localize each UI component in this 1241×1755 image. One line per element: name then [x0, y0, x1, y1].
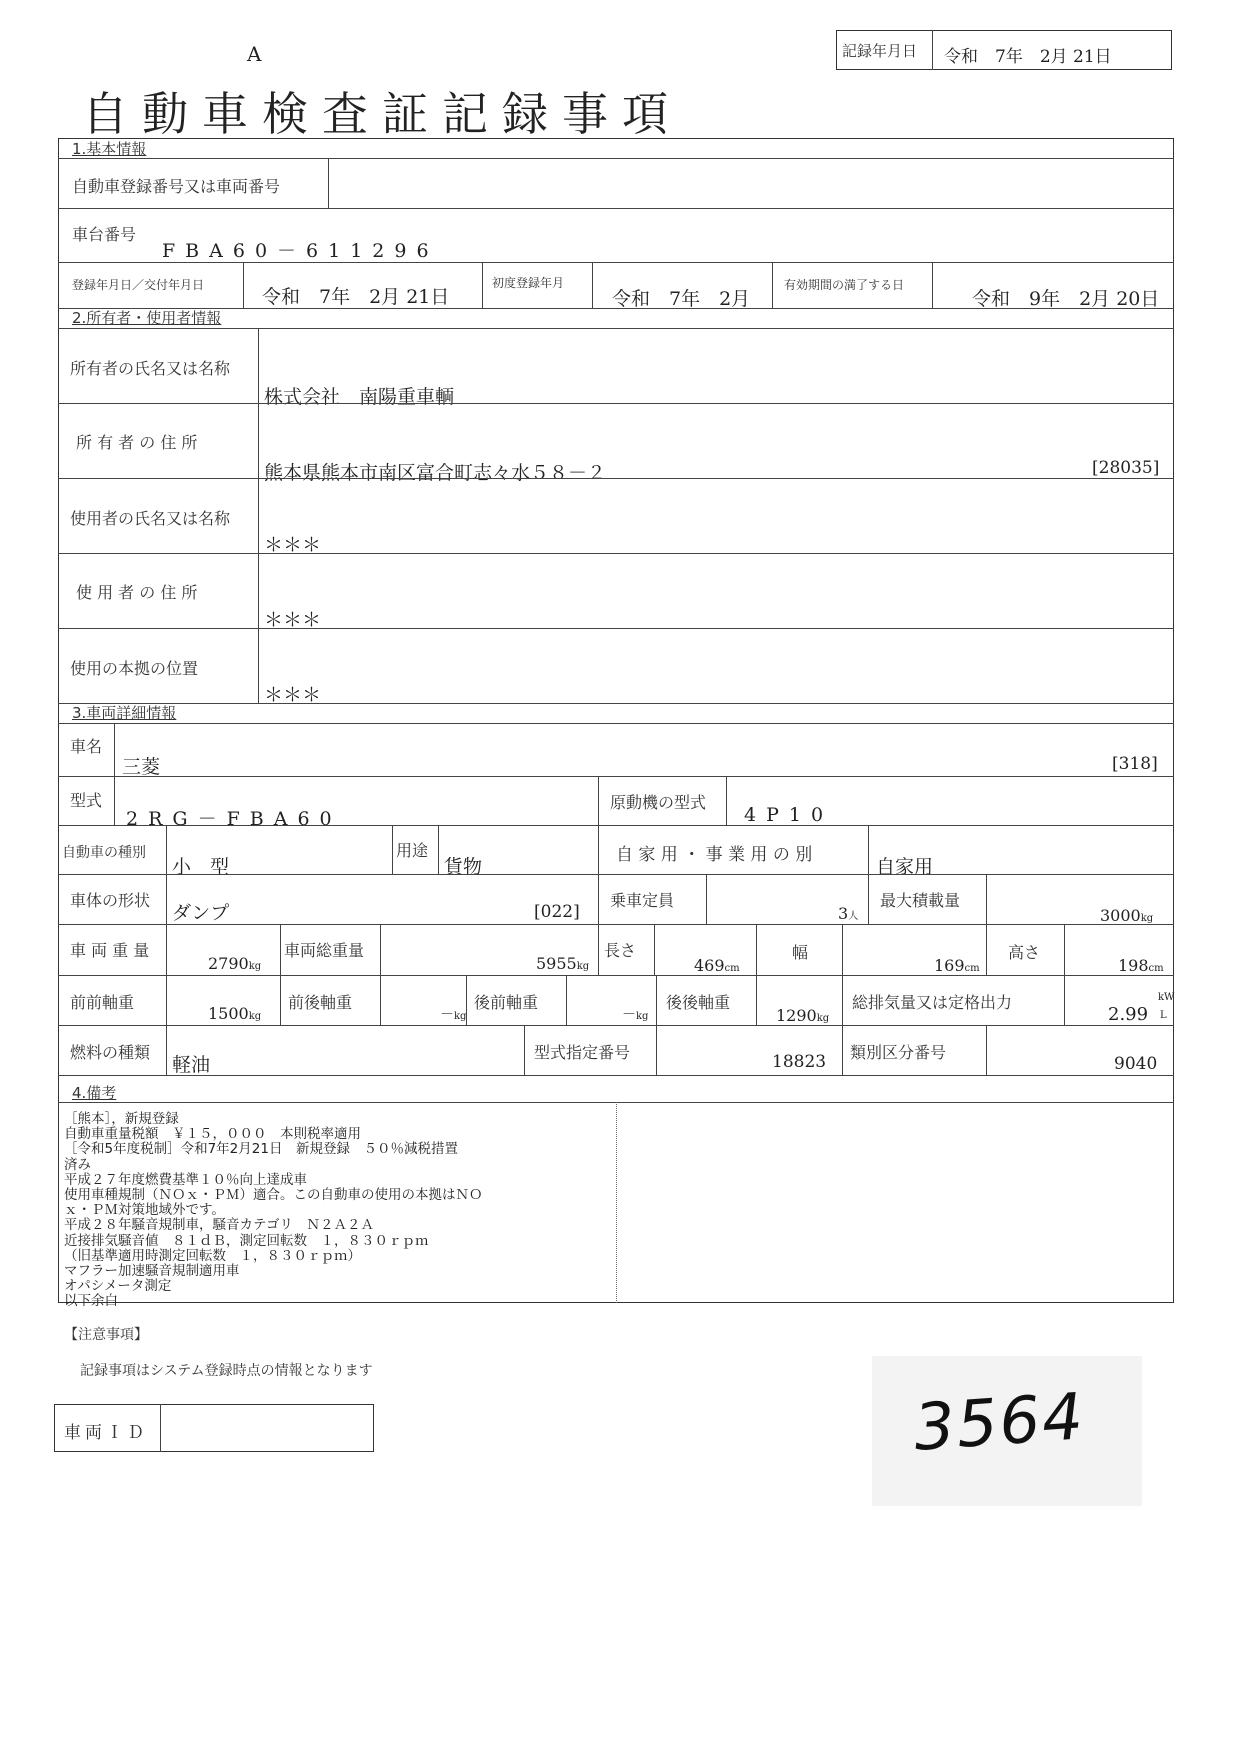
remark-line: 近接排気騒音値 ８１ｄＢ，測定回転数 １，８３０ｒｐｍ — [64, 1232, 429, 1249]
base-location-label: 使用の本拠の位置 — [70, 659, 199, 678]
remark-line: 自動車重量税額 ￥１５，０００ 本則税率適用 — [64, 1126, 361, 1143]
category-value: 9040 — [1114, 1054, 1158, 1074]
category-label: 類別区分番号 — [850, 1043, 947, 1062]
engine-value: 4P10 — [744, 804, 834, 826]
gross-weight-label: 車両総重量 — [284, 941, 365, 960]
vehicle-id-label: 車両ＩＤ — [64, 1423, 148, 1443]
body-code: [022] — [534, 902, 580, 922]
owner-address-value: 熊本県熊本市南区富合町志々水５８－２ — [264, 462, 607, 484]
owner-address-label: 所 有 者 の 住 所 — [76, 433, 198, 452]
remark-line: 済み — [64, 1156, 91, 1173]
remarks-block — [64, 1112, 612, 1310]
max-load-label: 最大積載量 — [880, 891, 961, 910]
kind-label: 自動車の種別 — [62, 845, 146, 861]
expiry-value: 令和 9年 2月 20日 — [972, 288, 1160, 310]
owner-name-label: 所有者の氏名又は名称 — [70, 359, 231, 378]
rr-axle-value: 1290kg — [776, 1006, 830, 1025]
rf-axle-value: －kg — [622, 1007, 649, 1023]
owner-name-value: 株式会社 南陽重車輌 — [264, 386, 455, 408]
remark-line: 平成２８年騒音規制車，騒音カテゴリ Ｎ２Ａ２Ａ — [64, 1217, 374, 1234]
maker-label: 車名 — [70, 737, 103, 756]
reg-date-label: 登録年月日／交付年月日 — [72, 278, 205, 292]
handwritten-number: 3564 — [911, 1380, 1088, 1466]
vehicle-weight-label: 車 両 重 量 — [70, 941, 150, 960]
record-date-value: 令和 7年 2月 21日 — [944, 47, 1112, 67]
width-value: 169cm — [934, 956, 980, 975]
length-value: 469cm — [694, 956, 740, 975]
displacement-value: 2.99 — [1108, 1004, 1149, 1025]
document-title: 自動車検査証記録事項 — [82, 87, 682, 141]
maker-code: [318] — [1112, 754, 1158, 774]
remark-line: 使用車種規制（ＮＯｘ・ＰＭ）適合。この自動車の使用の本拠はＮＯ — [64, 1187, 483, 1204]
max-load-value: 3000kg — [1100, 906, 1154, 925]
section2-title: 2.所有者・使用者情報 — [72, 309, 222, 327]
fuel-label: 燃料の種類 — [70, 1043, 151, 1062]
form-mark: A — [247, 42, 262, 66]
engine-label: 原動機の型式 — [610, 793, 707, 812]
remark-line: 平成２７年度燃費基準１０％向上達成車 — [64, 1171, 307, 1188]
capacity-value: 3人 — [838, 904, 859, 923]
height-label: 高さ — [1008, 943, 1041, 962]
kind-value: 小 型 — [172, 856, 230, 878]
ff-axle-label: 前前軸重 — [70, 993, 135, 1012]
remark-line: ［熊本］，新規登録 — [64, 1111, 179, 1127]
notice-text: 記録事項はシステム登録時点の情報となります — [80, 1363, 373, 1379]
model-value: 2RG－FBA60 — [126, 808, 342, 830]
chassis-value: FBA60－611296 — [162, 240, 439, 262]
user-address-value: ＊＊＊ — [264, 609, 322, 631]
type-designation-value: 18823 — [772, 1052, 827, 1072]
section1-title: 1.基本情報 — [72, 140, 147, 158]
fuel-value: 軽油 — [172, 1054, 211, 1076]
base-location-value: ＊＊＊ — [264, 684, 322, 706]
gross-weight-value: 5955kg — [536, 954, 590, 973]
section4-title: 4.備考 — [72, 1084, 117, 1102]
width-label: 幅 — [792, 943, 809, 962]
private-label: 自 家 用 ・ 事 業 用 の 別 — [616, 845, 813, 865]
maker-value: 三菱 — [122, 756, 161, 778]
length-label: 長さ — [604, 941, 637, 960]
notice-title: 【注意事項】 — [64, 1327, 148, 1343]
displacement-unit-l: L — [1160, 1010, 1167, 1021]
displacement-unit-kw: kW — [1158, 992, 1175, 1003]
remark-line: 以下余白 — [64, 1293, 118, 1310]
body-label: 車体の形状 — [70, 891, 151, 910]
remark-line: ｘ・ＰＭ対策地域外です。 — [64, 1202, 225, 1219]
record-date-label: 記録年月日 — [842, 42, 918, 60]
fr-axle-label: 前後軸重 — [288, 993, 353, 1012]
chassis-label: 車台番号 — [72, 225, 137, 244]
capacity-label: 乗車定員 — [610, 891, 675, 910]
ff-axle-value: 1500kg — [208, 1004, 262, 1023]
fr-axle-value: －kg — [440, 1007, 467, 1023]
rf-axle-label: 後前軸重 — [474, 993, 539, 1012]
body-value: ダンプ — [172, 902, 230, 924]
user-name-value: ＊＊＊ — [264, 534, 322, 556]
use-label: 用途 — [396, 841, 429, 860]
section3-title: 3.車両詳細情報 — [72, 704, 177, 722]
displacement-label: 総排気量又は定格出力 — [852, 993, 1013, 1012]
user-name-label: 使用者の氏名又は名称 — [70, 509, 231, 528]
height-value: 198cm — [1118, 956, 1164, 975]
first-reg-value: 令和 7年 2月 — [612, 288, 751, 310]
vehicle-weight-value: 2790kg — [208, 954, 262, 973]
model-label: 型式 — [70, 791, 103, 810]
reg-date-value: 令和 7年 2月 21日 — [262, 286, 450, 308]
type-designation-label: 型式指定番号 — [534, 1043, 631, 1062]
reg-number-label: 自動車登録番号又は車両番号 — [72, 177, 281, 196]
remark-line: オパシメータ測定 — [64, 1278, 172, 1295]
owner-address-code: [28035] — [1092, 458, 1160, 478]
first-reg-label: 初度登録年月 — [492, 276, 565, 290]
remark-line: マフラー加速騒音規制適用車 — [64, 1263, 240, 1280]
remark-line: ［令和5年度税制］令和7年2月21日 新規登録 ５０％減税措置 — [64, 1141, 458, 1158]
use-value: 貨物 — [444, 856, 483, 878]
expiry-label: 有効期間の満了する日 — [784, 278, 905, 292]
user-address-label: 使 用 者 の 住 所 — [76, 583, 198, 602]
rr-axle-label: 後後軸重 — [666, 993, 731, 1012]
private-value: 自家用 — [876, 856, 934, 878]
remark-line: （旧基準適用時測定回転数 １，８３０ｒｐｍ） — [64, 1247, 361, 1264]
